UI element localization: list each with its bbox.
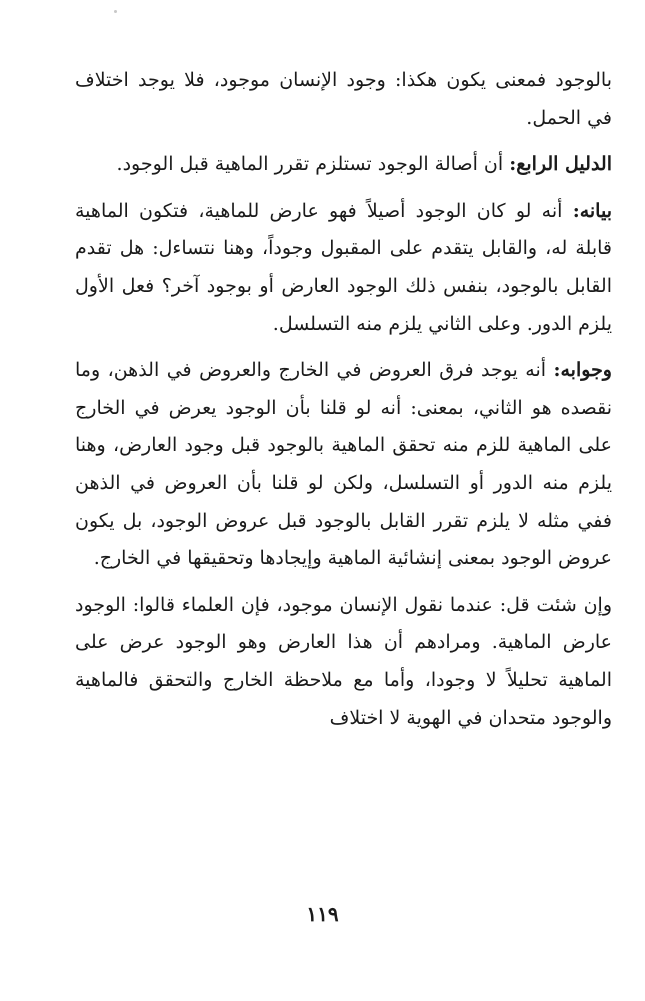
paragraph-4-lead: وجوابه: (553, 359, 612, 382)
scan-speck (114, 10, 117, 13)
page-number: ١١٩ (306, 902, 339, 926)
page-body (75, 62, 612, 746)
paragraph-2-text: أن أصالة الوجود تستلزم تقرر الماهية قبل الوجود. (116, 153, 510, 176)
paragraph-4-text: أنه يوجد فرق العروض في الخارج والعروض في الذهن، وما نقصده هو الثاني، بمعنى: أنه لو قلنا بأن الوجود يعرض في الخارج على الماهية للزم منه تحقق الماهية بالوجود قبل وجود العارض، وهنا يلزم منه الدور أو التسلسل، ولكن لو قلنا بأن العروض في الذهن ففي مثله لا يلزم تقرر القابل بالوجود قبل عروض الوجود، بل يكون عروض الوجود بمعنى إنشائية الماهية وإيجادها وتحقيقها في الخارج. (75, 359, 612, 570)
paragraph-4 (75, 352, 612, 578)
paragraph-1-text: بالوجود فمعنى يكون هكذا: وجود الإنسان موجود، فلا يوجد اختلاف في الحمل. (75, 69, 612, 129)
paragraph-2-lead: الدليل الرابع: (509, 153, 612, 176)
paragraph-3-lead: بيانه: (572, 199, 612, 222)
paragraph-3 (75, 193, 612, 343)
paragraph-3-text: أنه لو كان الوجود أصيلاً فهو عارض للماهية، فتكون الماهية قابلة له، والقابل يتقدم على المقبول وجوداً، وهنا نتساءل: هل تقدم القابل بالوجود، بنفس ذلك الوجود العارض أو بوجود آخر؟ فعل الأول يلزم الدور. وعلى الثاني يلزم منه التسلسل. (75, 199, 612, 335)
paragraph-2 (75, 146, 612, 184)
paragraph-5-text: وإن شئت قل: عندما نقول الإنسان موجود، فإن العلماء قالوا: الوجود عارض الماهية. ومرادهم أن هذا العارض وهو الوجود عرض على الماهية تحليلاً لا وجودا، وأما مع ملاحظة الخارج والتحقق فالماهية والوجود متحدان في الهوية لا اختلاف (75, 593, 612, 729)
paragraph-5 (75, 587, 612, 737)
paragraph-1 (75, 62, 612, 137)
